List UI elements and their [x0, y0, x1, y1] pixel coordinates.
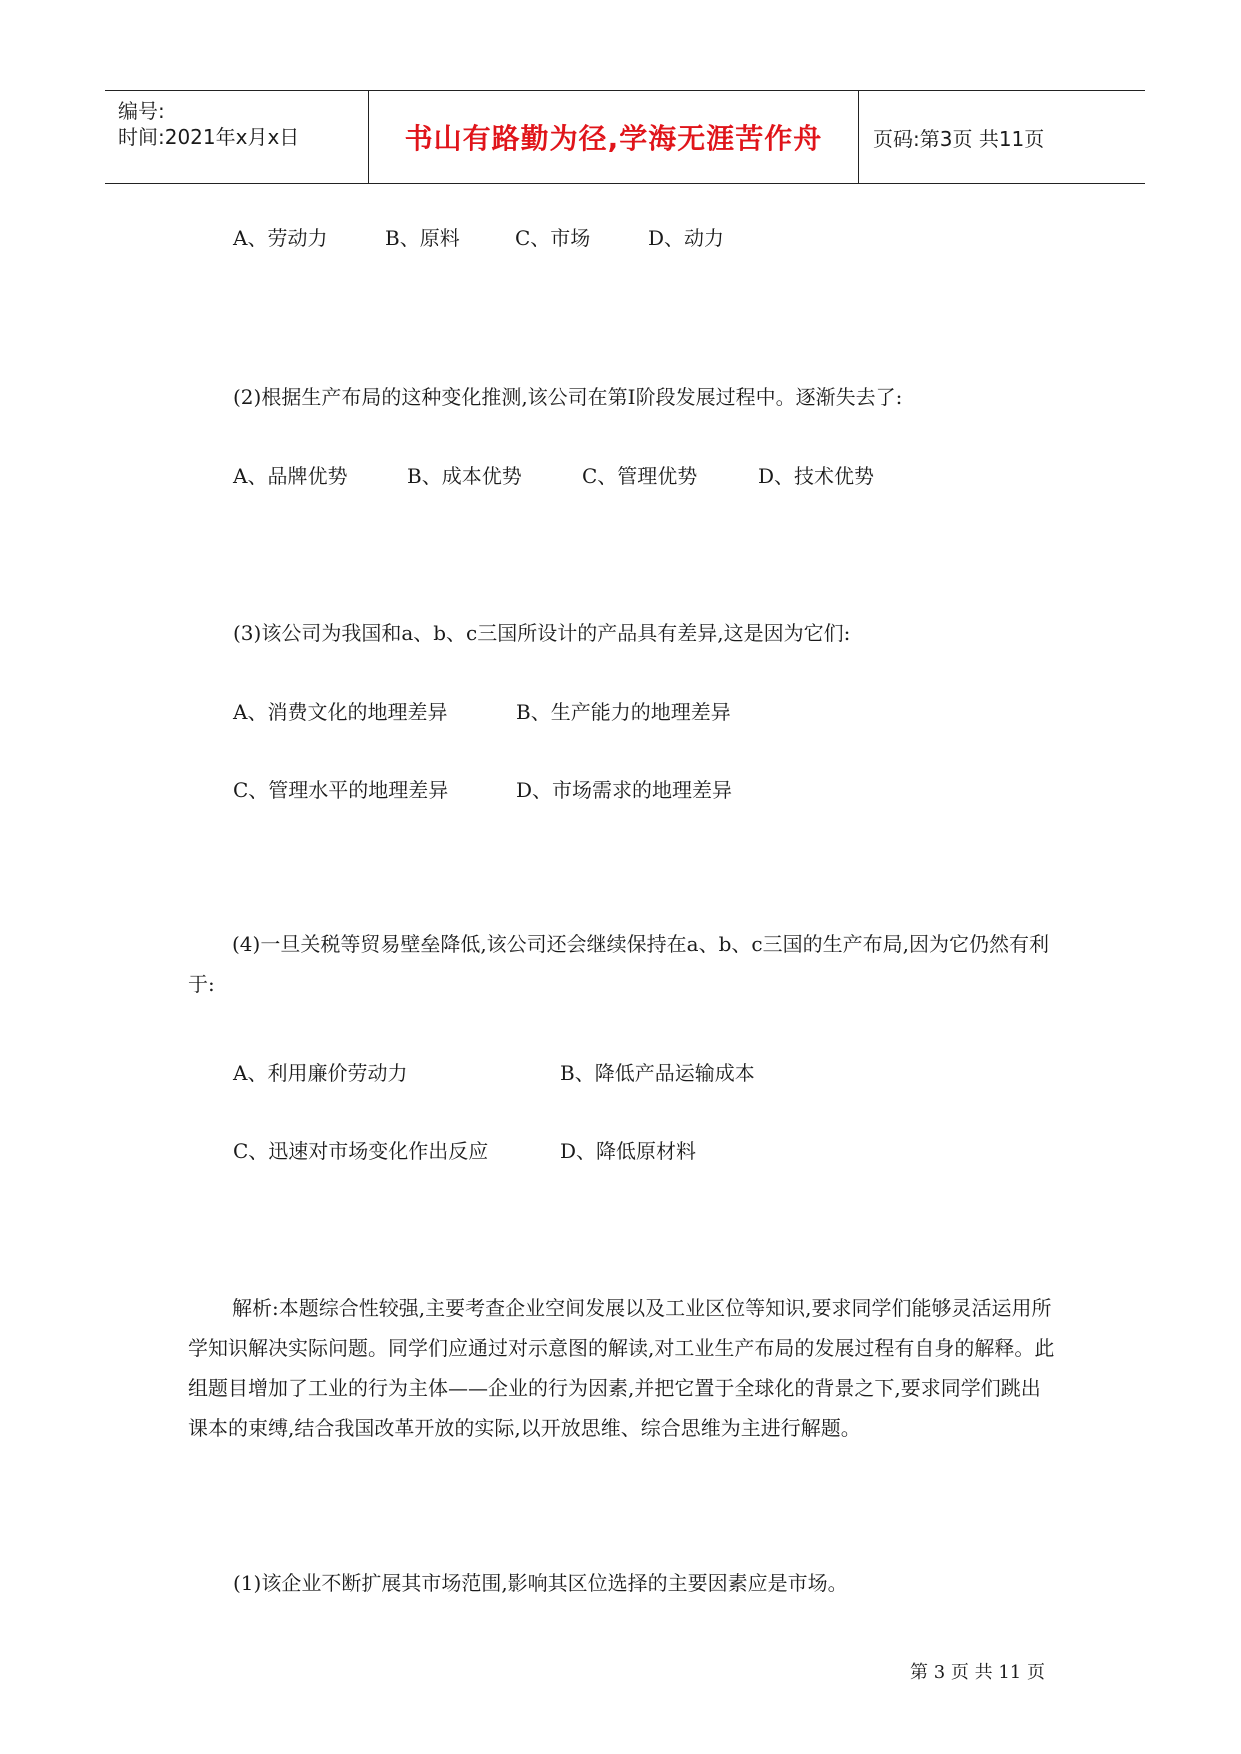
number-label: 编号:	[118, 99, 165, 123]
page-header	[105, 90, 1145, 184]
q4-stem: (4)一旦关税等贸易壁垒降低,该公司还会继续保持在a、b、c三国的生产布局,因为它仍然有利于:	[188, 932, 1049, 996]
q1-option-d: D、动力	[648, 226, 725, 250]
header-motto: 书山有路勤为径,学海无涯苦作舟	[404, 122, 823, 155]
q2-option-c: C、管理优势	[582, 464, 698, 488]
q2-stem: (2)根据生产布局的这种变化推测,该公司在第Ⅰ阶段发展过程中。逐渐失去了:	[233, 385, 903, 409]
q3-option-d: D、市场需求的地理差异	[516, 778, 733, 802]
q3-stem: (3)该公司为我国和a、b、c三国所设计的产品具有差异,这是因为它们:	[233, 621, 851, 645]
answer-1: (1)该企业不断扩展其市场范围,影响其区位选择的主要因素应是市场。	[233, 1571, 848, 1595]
q1-option-b: B、原料	[385, 226, 460, 250]
q4-option-c: C、迅速对市场变化作出反应	[233, 1139, 489, 1163]
q4-option-d: D、降低原材料	[560, 1139, 697, 1163]
q3-option-c: C、管理水平的地理差异	[233, 778, 449, 802]
header-left-cell	[105, 91, 367, 183]
q2-option-d: D、技术优势	[758, 464, 875, 488]
analysis-paragraph: 解析:本题综合性较强,主要考查企业空间发展以及工业区位等知识,要求同学们能够灵活运用所学知识解决实际问题。同学们应通过对示意图的解读,对工业生产布局的发展过程有自身的解释。此组题目增加了工业的行为主体——企业的行为因素,并把它置于全球化的背景之下,要求同学们跳出课本的束缚,结合我国改革开放的实际,以开放思维、综合思维为主进行解题。	[188, 1296, 1055, 1440]
page-footer: 第 3 页 共 11 页	[910, 1662, 1045, 1683]
time-label: 时间:2021年x月x日	[118, 125, 300, 149]
q3-option-a: A、消费文化的地理差异	[233, 700, 448, 724]
q1-option-a: A、劳动力	[233, 226, 328, 250]
q2-option-a: A、品牌优势	[233, 464, 348, 488]
header-motto-cell	[368, 91, 859, 183]
header-right-cell	[859, 91, 1145, 183]
q3-option-b: B、生产能力的地理差异	[516, 700, 731, 724]
q4-option-a: A、利用廉价劳动力	[233, 1061, 408, 1085]
q2-option-b: B、成本优势	[407, 464, 522, 488]
q1-option-c: C、市场	[515, 226, 591, 250]
header-page-info: 页码:第3页 共11页	[873, 126, 1045, 151]
q4-option-b: B、降低产品运输成本	[560, 1061, 755, 1085]
